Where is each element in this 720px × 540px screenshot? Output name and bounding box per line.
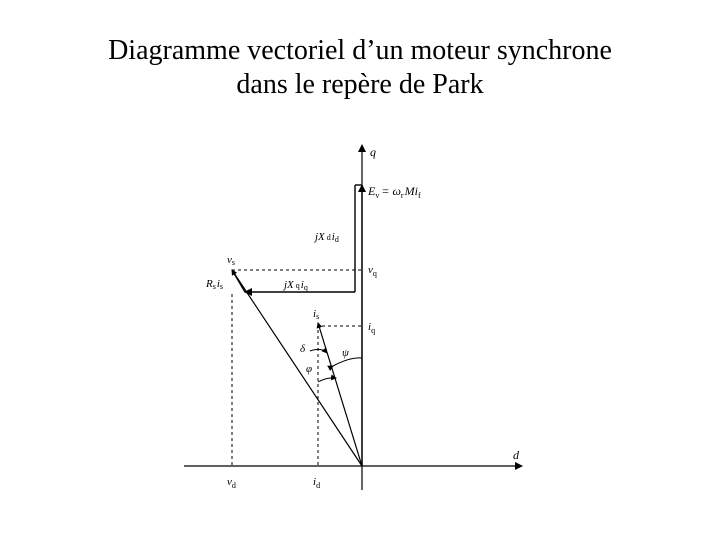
id-label: $i_d$	[313, 476, 321, 490]
vd-label: $v_d$	[227, 476, 236, 490]
d-axis-label: d	[513, 448, 519, 462]
vq-label: $v_q$	[368, 264, 377, 278]
vs-label: vs	[227, 254, 236, 267]
is-label: is	[313, 308, 320, 321]
rsis-label: Rsis	[206, 278, 224, 291]
psi-arc	[333, 358, 362, 366]
jxdid-label: jX did	[315, 231, 339, 244]
ev-label: $E_v = \omega_rMi_f$	[368, 184, 421, 200]
q-axis-label: q	[370, 145, 376, 159]
title-line-2: dans le repère de Park	[236, 69, 484, 100]
delta-label: δ	[300, 343, 306, 355]
title-line-1: Diagramme vectoriel d’un moteur synchrone	[108, 35, 612, 66]
iq-label: $i_q$	[368, 321, 376, 335]
phi-arc	[318, 378, 336, 382]
vs-vector	[234, 273, 362, 466]
psi-label: ψ	[342, 347, 349, 359]
phi-label: φ	[306, 363, 313, 375]
is-vector	[318, 323, 362, 466]
jxqiq-label: jX qiq	[284, 279, 308, 292]
